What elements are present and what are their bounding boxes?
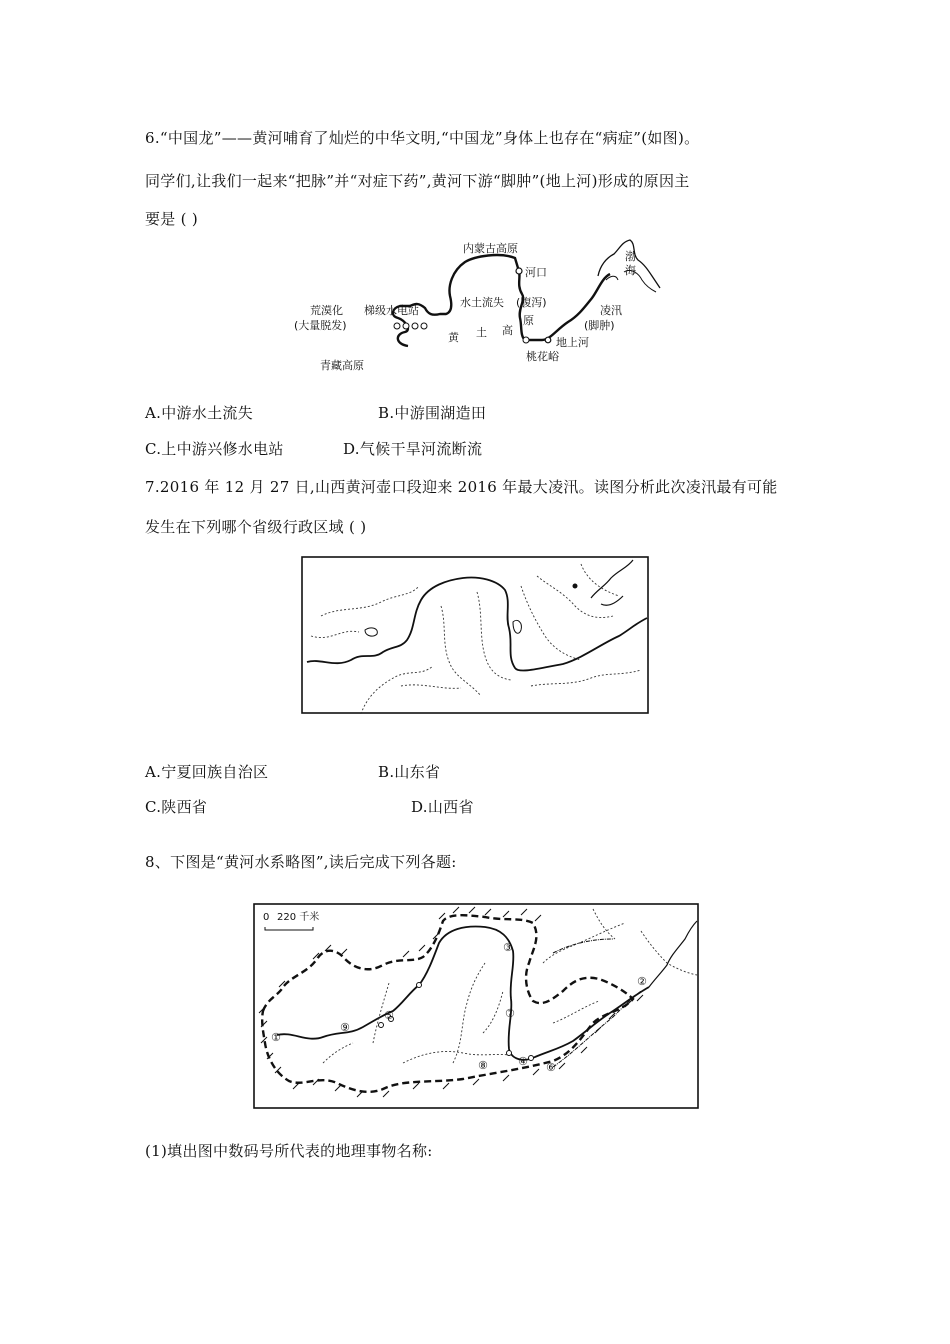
q7-option-a[interactable]: A.宁夏回族自治区	[145, 763, 269, 781]
q7-stem-line2: 发生在下列哪个省级行政区域 ( )	[145, 518, 367, 536]
scale-zero: 0	[263, 912, 270, 923]
label-jiaozhong: (脚肿)	[584, 319, 615, 332]
label-tu: 土	[476, 326, 487, 339]
label-dalian: (大量脱发)	[294, 319, 347, 332]
scale-label: 220 千米	[277, 912, 320, 923]
marker-2: ②	[637, 975, 647, 988]
label-yuan: 原	[523, 314, 534, 327]
label-taohuayu: 桃花峪	[526, 350, 559, 363]
label-bohai-2: 海	[625, 264, 636, 277]
q7-option-c[interactable]: C.陕西省	[145, 798, 208, 816]
city-dot	[573, 584, 578, 589]
label-fuxie: (腹泻)	[516, 296, 547, 309]
q6-stem-line3: 要是 ( )	[145, 210, 199, 228]
label-neimenggu: 内蒙古高原	[463, 242, 518, 255]
dishanghe-marker	[545, 337, 551, 343]
q6-option-b[interactable]: B.中游围湖造田	[378, 404, 487, 422]
marker-5: ⑤	[384, 1009, 394, 1022]
q7-option-b[interactable]: B.山东省	[378, 763, 441, 781]
label-dishanghe: 地上河	[556, 336, 589, 349]
q6-stem-line1: 6.“中国龙”——黄河哺育了灿烂的中华文明,“中国龙”身体上也存在“病症”(如图)。	[145, 129, 700, 147]
q8-sub1: (1)填出图中数码号所代表的地理事物名称:	[145, 1142, 433, 1160]
lake-shape	[365, 628, 377, 636]
marker-9: ⑨	[340, 1021, 350, 1034]
q6-option-a[interactable]: A.中游水土流失	[145, 404, 254, 422]
q8-stem: 8、下图是“黄河水系略图”,读后完成下列各题:	[145, 853, 457, 871]
q6-option-c[interactable]: C.上中游兴修水电站	[145, 440, 284, 458]
q6-option-d[interactable]: D.气候干旱河流断流	[343, 440, 483, 458]
label-huangmo: 荒漠化	[310, 304, 343, 317]
marker-6: ⑥	[546, 1061, 556, 1074]
marker-1: ①	[271, 1031, 281, 1044]
marker-7: ⑦	[505, 1007, 515, 1020]
label-gao: 高	[502, 324, 513, 337]
q7-option-d[interactable]: D.山西省	[411, 798, 474, 816]
label-shuitu: 水土流失	[460, 296, 504, 309]
yellow-river-dragon-figure	[280, 236, 670, 378]
hekou-marker	[516, 268, 522, 274]
label-lingxun: 凌汛	[600, 304, 622, 317]
provinces-map-figure	[301, 556, 649, 714]
q7-stem-line1: 7.2016 年 12 月 27 日,山西黄河壶口段迎来 2016 年最大凌汛。读图分析此次凌汛最有可能	[145, 478, 778, 496]
label-hekou: 河口	[525, 266, 547, 279]
yellow-river-system-map	[253, 903, 699, 1109]
label-bohai-1: 渤	[625, 250, 636, 263]
q6-stem-line2: 同学们,让我们一起来“把脉”并“对症下药”,黄河下游“脚肿”(地上河)形成的原因主	[145, 172, 690, 190]
label-qingzang: 青藏高原	[320, 359, 364, 372]
marker-8: ⑧	[478, 1059, 488, 1072]
marker-4: ④	[518, 1055, 528, 1068]
label-tiji: 梯级水电站	[364, 304, 419, 317]
marker-3: ③	[503, 941, 513, 954]
label-huang: 黄	[448, 331, 459, 344]
